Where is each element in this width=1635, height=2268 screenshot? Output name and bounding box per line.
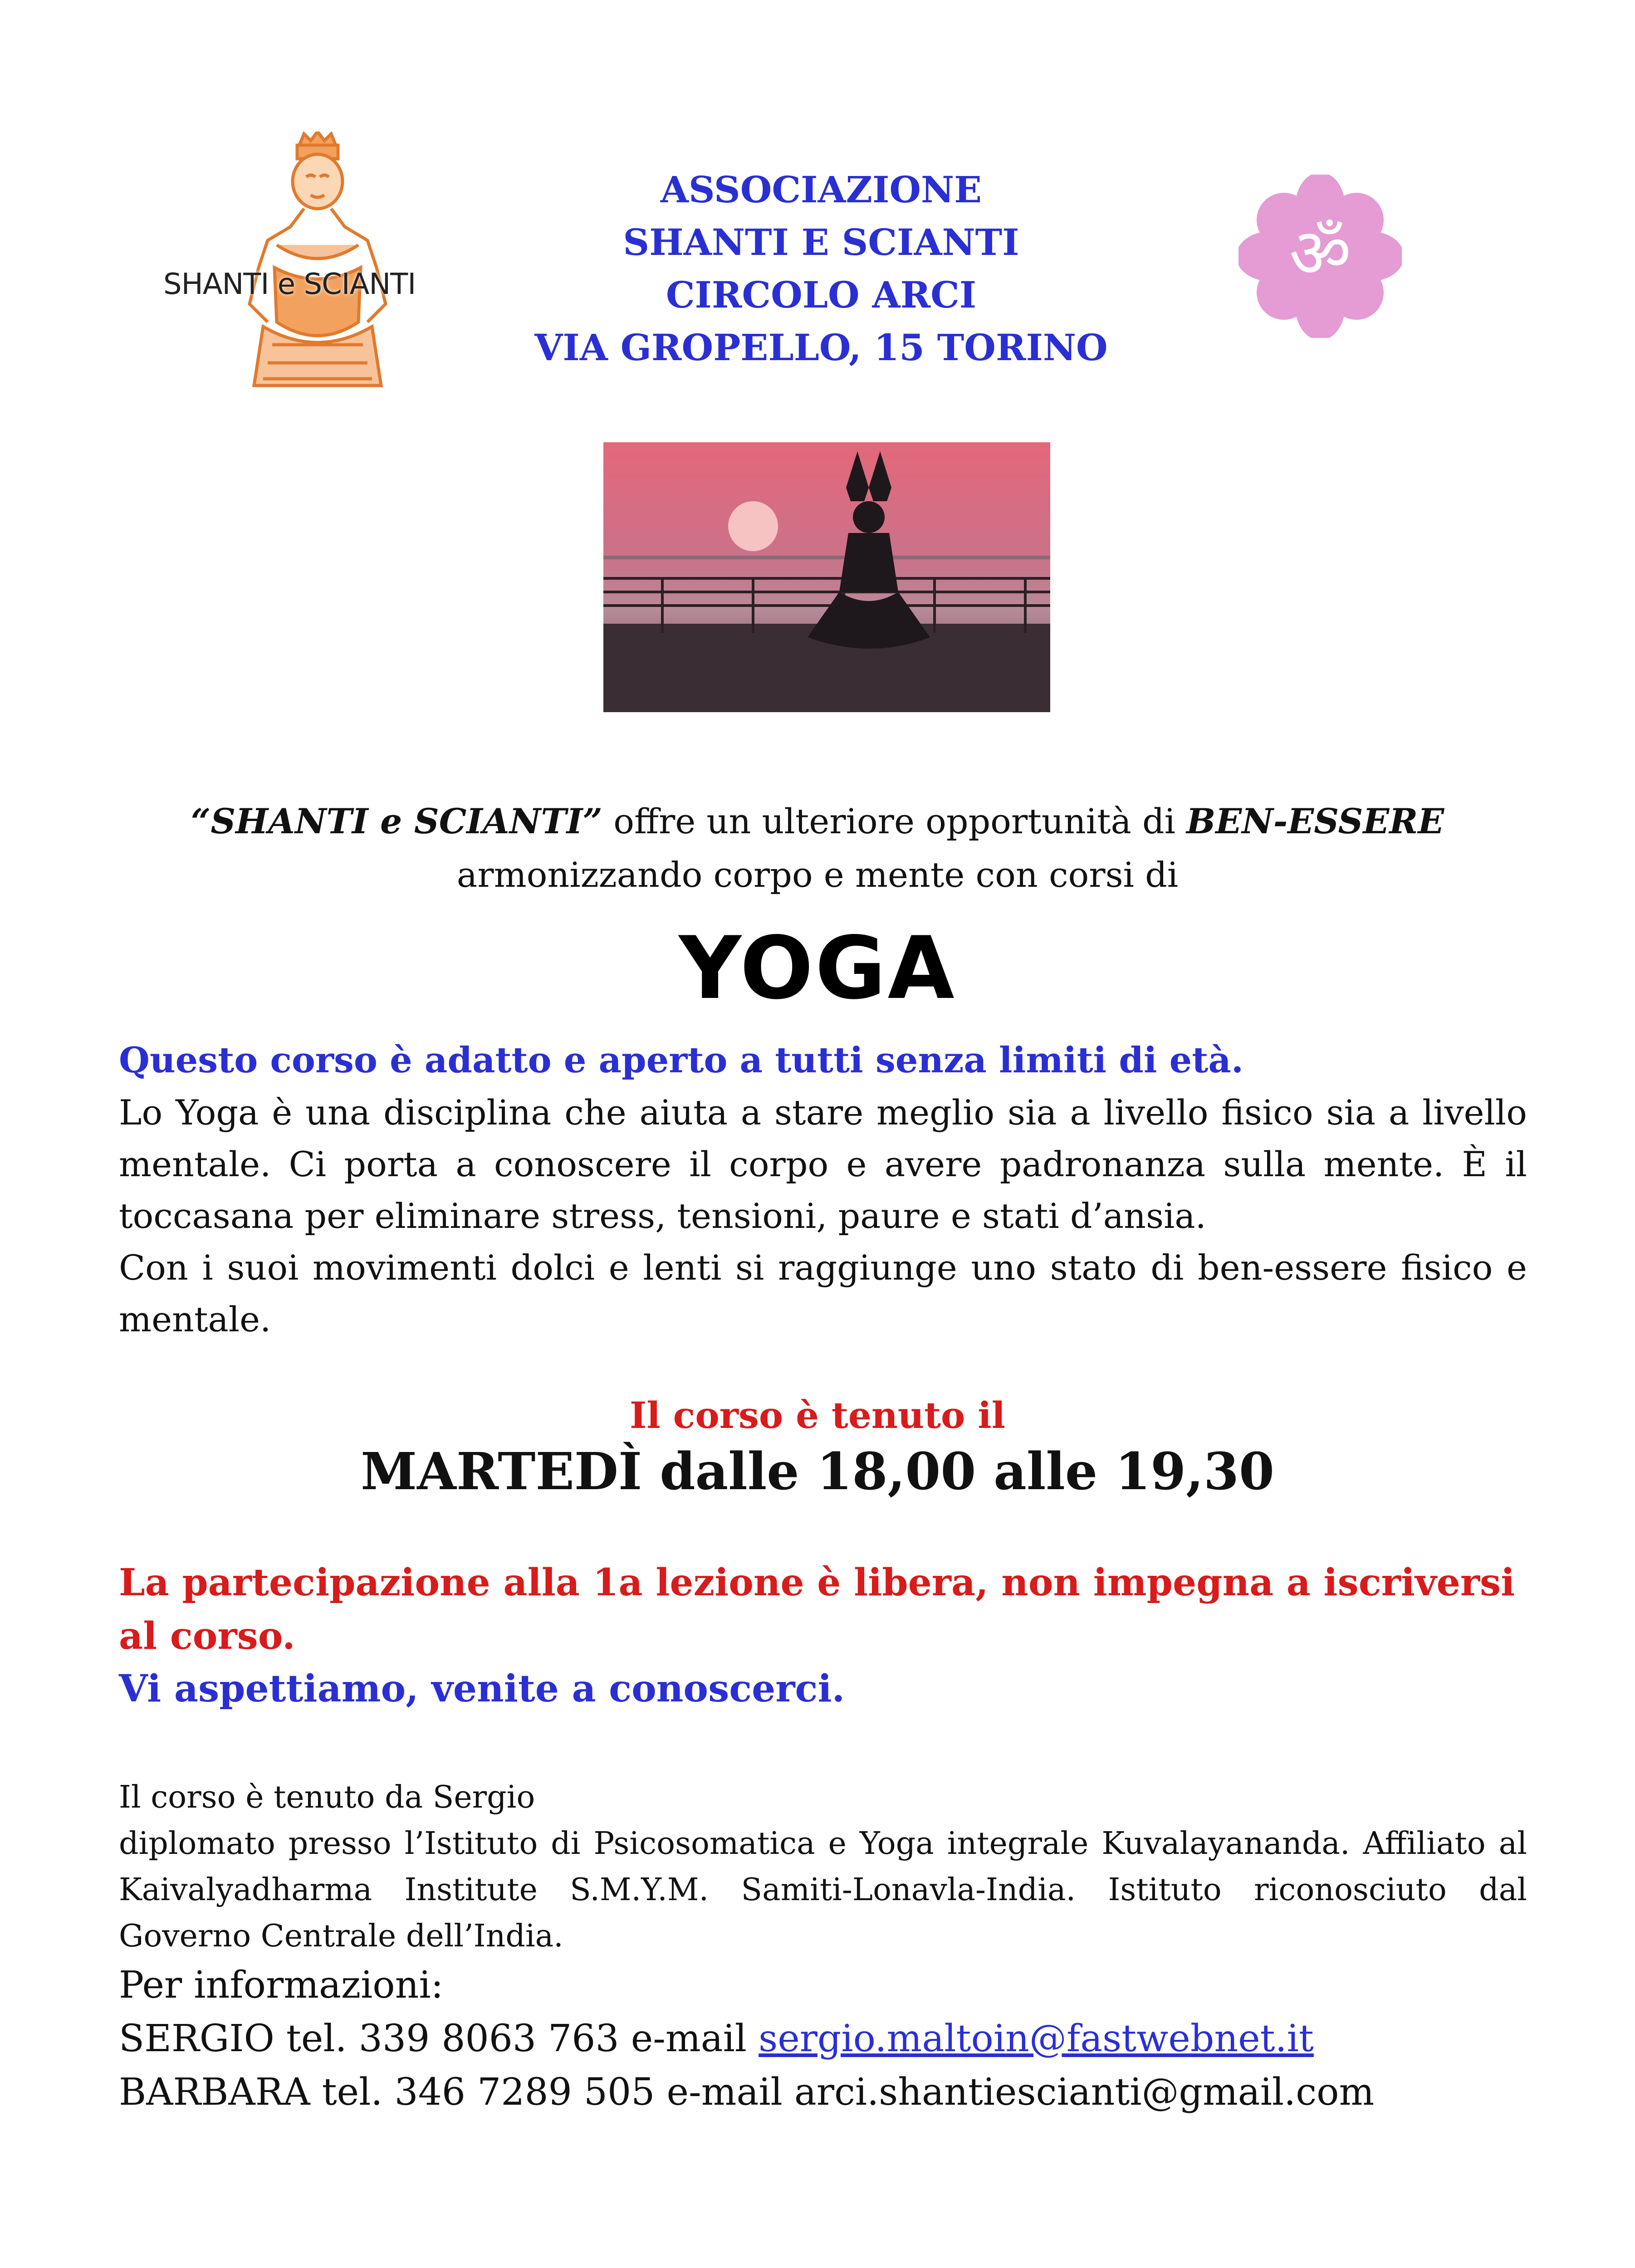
- header-line-circle: CIRCOLO ARCI: [666, 274, 977, 316]
- svg-text:ॐ: ॐ: [1289, 214, 1351, 293]
- free-lesson-note: La partecipazione alla 1a lezione è libera, non impegna a iscriversi al corso.: [119, 1561, 1515, 1658]
- welcome-note: Vi aspettiamo, venite a conoscerci.: [119, 1667, 845, 1711]
- contact-sergio-phone: SERGIO tel. 339 8063 763 e-mail: [119, 2017, 759, 2060]
- header-line-address: VIA GROPELLO, 15 TORINO: [534, 326, 1108, 369]
- deity-figure-icon: [154, 132, 499, 395]
- contact-sergio: [119, 2012, 1571, 2066]
- teacher-line-2: diplomato presso l’Istituto di Psicosomatica e Yoga integrale Kuvalayananda. Affiliato al Kaivalyadharma Institute S.M.Y.M. Samiti-Lonavla-India. Istituto riconosciuto dal Governo Centrale dell’India.: [119, 1826, 1527, 1954]
- contact-barbara: BARBARA tel. 346 7289 505 e-mail arci.shantiescianti@gmail.com: [119, 2071, 1375, 2114]
- page-title: YOGA: [679, 918, 956, 1018]
- association-header: [454, 163, 1189, 374]
- contacts: [119, 1959, 1571, 2119]
- association-logo: [154, 132, 499, 395]
- header-line-name: SHANTI E SCIANTI: [623, 221, 1019, 264]
- intro-line-2: armonizzando corpo e mente con corsi di: [456, 855, 1179, 895]
- yoga-silhouette-icon: [603, 442, 1050, 712]
- sergio-email-link[interactable]: sergio.maltoin@fastwebnet.it: [759, 2017, 1314, 2060]
- teacher-info: [119, 1774, 1527, 1960]
- yoga-sunset-photo: [603, 442, 1050, 712]
- description: [119, 1087, 1527, 1345]
- course-label: Il corso è tenuto il: [629, 1394, 1005, 1437]
- schedule: MARTEDÌ dalle 18,00 alle 19,30: [361, 1442, 1274, 1501]
- om-lotus-logo: [1238, 175, 1402, 338]
- contacts-heading: Per informazioni:: [119, 1964, 444, 2007]
- logo-text: SHANTI e SCIANTI: [163, 268, 416, 301]
- header-line-association: ASSOCIAZIONE: [660, 168, 982, 211]
- teacher-line-1: Il corso è tenuto da Sergio: [119, 1779, 535, 1815]
- description-paragraph-2: Con i suoi movimenti dolci e lenti si raggiunge uno stato di ben-essere fisico e mentale.: [119, 1247, 1527, 1339]
- intro-line-1: [136, 795, 1499, 848]
- intro-highlight: BEN-ESSERE: [1186, 801, 1444, 841]
- intro-brand: “SHANTI e SCIANTI”: [191, 801, 603, 841]
- description-paragraph-1: Lo Yoga è una disciplina che aiuta a stare meglio sia a livello fisico sia a livello mentale. Ci porta a conoscere il corpo e avere padronanza sulla mente. È il toccasana per eliminare stress, tensioni, paure e stati d’ansia.: [119, 1092, 1527, 1236]
- audience-heading: Questo corso è adatto e aperto a tutti senza limiti di età.: [119, 1040, 1243, 1081]
- intro-mid: offre un ulteriore opportunità di: [602, 801, 1187, 841]
- intro-text: [136, 795, 1499, 902]
- om-lotus-icon: [1238, 175, 1402, 338]
